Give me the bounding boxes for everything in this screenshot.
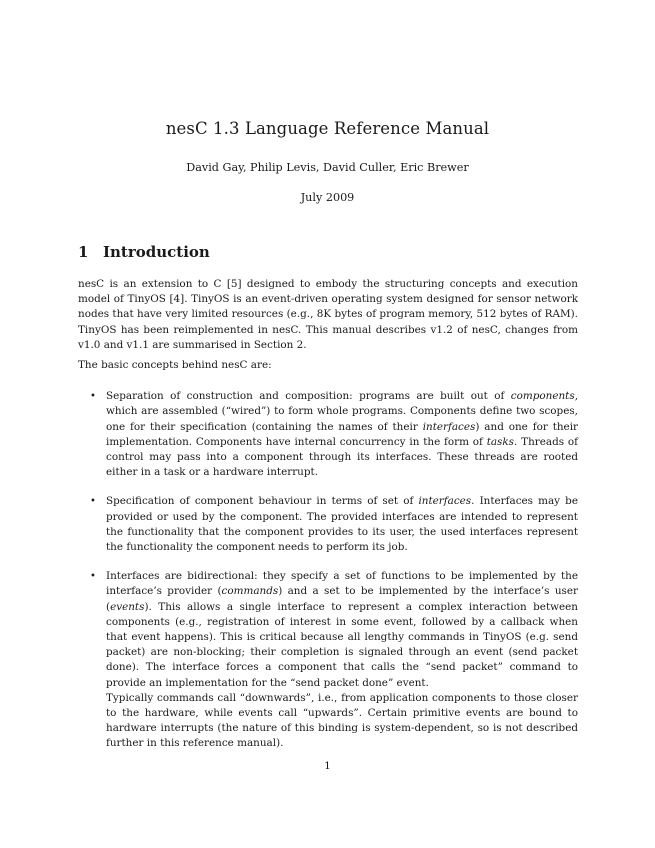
bullet-text: , which are assembled (“wired”) to form whole programs. Components define two scopes, one for their specification (containing the names of their [106, 390, 578, 433]
document-date: July 2009 [300, 191, 355, 204]
bullet-text: . Interfaces may be provided or used by the component. The provided interfaces are intended to represent the functionality that the component provides to its user, the used interfaces represent the functionality the component needs to perform its job. [106, 495, 578, 554]
list-item [78, 494, 578, 555]
bullet-emphasis: interfaces [422, 420, 476, 433]
list-item [78, 569, 578, 751]
section-body [78, 277, 578, 766]
document-title: nesC 1.3 Language Reference Manual [165, 119, 490, 138]
bullet-marker: • [90, 391, 96, 403]
bullet-emphasis: commands [221, 585, 279, 598]
bullet-marker: • [90, 571, 96, 583]
bullet-emphasis: interfaces [418, 495, 472, 508]
section-number: 1 [78, 243, 89, 261]
list-item [78, 389, 578, 480]
concepts-list [78, 389, 578, 751]
bullet-emphasis: tasks [486, 435, 515, 448]
bullet-emphasis: events [110, 600, 145, 613]
bullet-emphasis: components [510, 390, 575, 403]
document-authors: David Gay, Philip Levis, David Culler, Eric Brewer [186, 161, 469, 174]
bullet-text: Separation of construction and composition: programs are built out of [106, 390, 511, 403]
bullet-text: . Threads of control may pass into a component through its interfaces. These threads are rooted either in a task or a hardware interrupt. [106, 435, 578, 479]
page-number: 1 [324, 760, 331, 772]
concepts-lead-in: The basic concepts behind nesC are: [78, 359, 272, 372]
section-heading [78, 243, 210, 261]
bullet-text: ) and a set to be implemented by the interface’s user ( [106, 585, 578, 613]
bullet-continuation-paragraph: Typically commands call “downwards”, i.e., from application components to those closer to the hardware, while events call “upwards”. Certain primitive events are bound to hardware interrupts (the nature of this binding is system-dependent, so is not described further in this reference manual). [106, 691, 578, 750]
bullet-text: ) and one for their implementation. Components have internal concurrency in the form of [106, 420, 578, 448]
bullet-text: Specification of component behaviour in terms of set of [106, 495, 419, 508]
bullet-text: ). This allows a single interface to represent a complex interaction between components (e.g., registration of interest in some event, followed by a callback when that event happens). This is critical because all lengthy commands in TinyOS (e.g. send packet) are non-blocking; their completion is signaled through an event (send packet done). The interface forces a component that calls the “send packet” command to provide an implementation for the “send packet done” event. [106, 600, 578, 689]
bullet-marker: • [90, 496, 96, 508]
bullet-text: Interfaces are bidirectional: they specify a set of functions to be implemented by the interface’s provider ( [106, 570, 578, 598]
section-title: Introduction [103, 243, 210, 261]
intro-paragraph: nesC is an extension to C [5] designed to embody the structuring concepts and execution model of TinyOS [4]. TinyOS is an event-driven operating system designed for sensor network nodes that have very limited resources (e.g., 8K bytes of program memory, 512 bytes of RAM). TinyOS has been reimplemented in nesC. This manual describes v1.2 of nesC, changes from v1.0 and v1.1 are summarised in Section 2. [78, 278, 578, 351]
